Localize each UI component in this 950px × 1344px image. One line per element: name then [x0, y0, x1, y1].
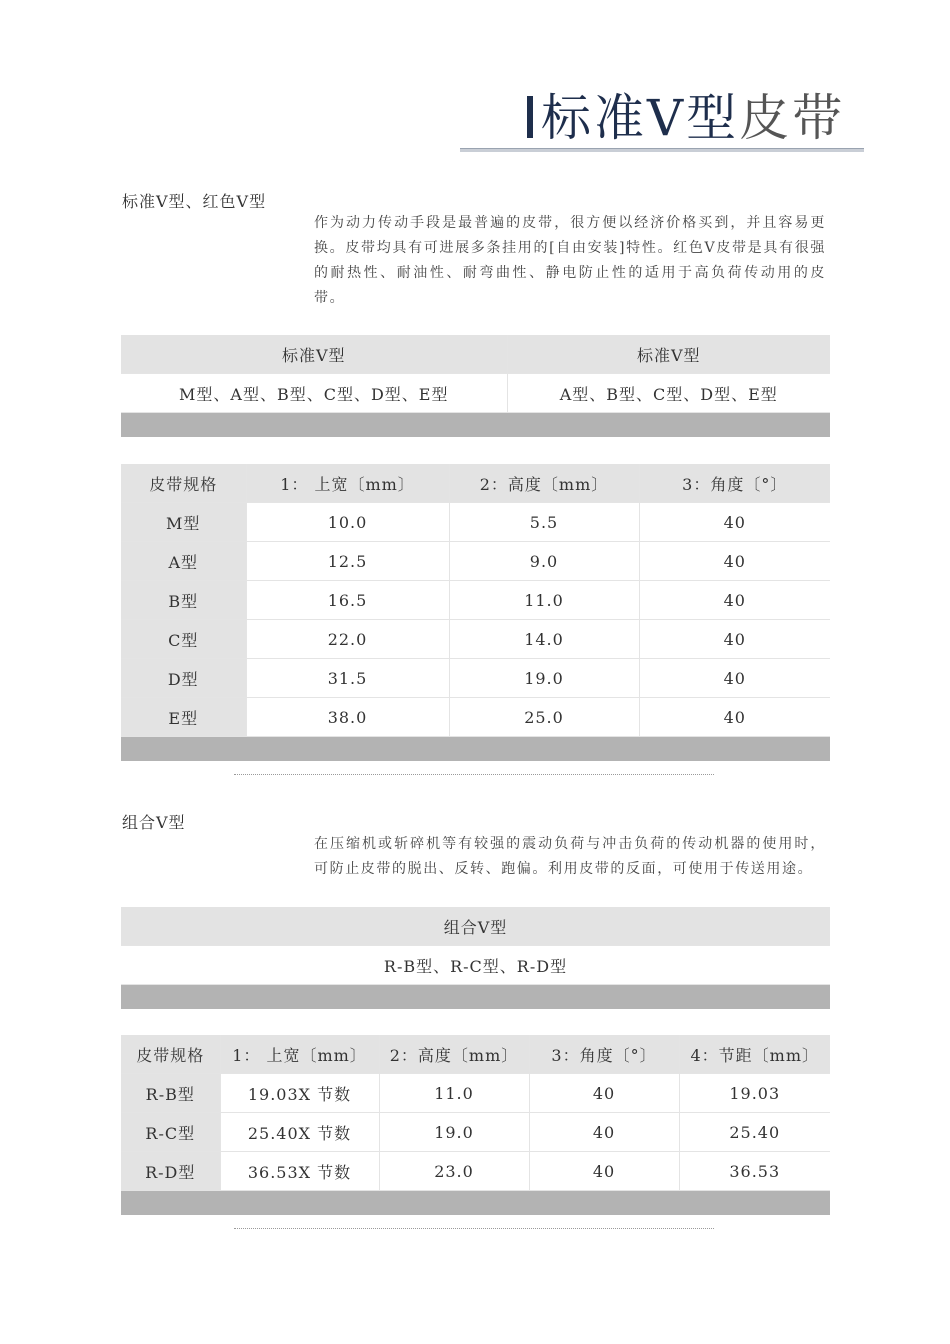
table-row: [121, 1113, 830, 1152]
types-value: M型、A型、B型、C型、D型、E型: [121, 374, 507, 413]
page-title: [527, 88, 845, 148]
section2-spec-table: [121, 1035, 830, 1215]
spec-header: 2：高度〔mm〕: [379, 1035, 529, 1074]
spec-header: 皮带规格: [121, 1035, 220, 1074]
page-title-sub: 皮带: [739, 89, 846, 147]
cell: 40: [529, 1152, 679, 1191]
table-footer-bar: [121, 413, 830, 438]
cell: 40: [639, 542, 830, 581]
cell: 40: [639, 503, 830, 542]
cell: 23.0: [379, 1152, 529, 1191]
row-label: A型: [121, 542, 246, 581]
cell: 36.53X 节数: [220, 1152, 379, 1191]
cell: 25.40X 节数: [220, 1113, 379, 1152]
section1-title: 标准V型、红色V型: [122, 192, 267, 211]
spec-header: 3：角度〔°〕: [639, 464, 830, 503]
row-label: B型: [121, 581, 246, 620]
spec-header: 3：角度〔°〕: [529, 1035, 679, 1074]
cell: 40: [639, 620, 830, 659]
dotted-divider: [234, 774, 714, 775]
spec-header: 1： 上宽〔mm〕: [246, 464, 449, 503]
row-label: R-B型: [121, 1074, 220, 1113]
table-footer-bar: [121, 737, 830, 762]
cell: 40: [639, 698, 830, 737]
table-row: [121, 620, 830, 659]
section2-title: 组合V型: [122, 813, 186, 832]
row-label: R-C型: [121, 1113, 220, 1152]
table-row: [121, 503, 830, 542]
row-label: C型: [121, 620, 246, 659]
table-footer-bar: [121, 1191, 830, 1216]
table-row: [121, 581, 830, 620]
cell: 40: [529, 1113, 679, 1152]
table-row: [121, 1074, 830, 1113]
table-row: [121, 1152, 830, 1191]
cell: 38.0: [246, 698, 449, 737]
header-rule: [460, 148, 864, 152]
cell: 40: [639, 659, 830, 698]
table-row: [121, 542, 830, 581]
cell: 14.0: [449, 620, 639, 659]
cell: 25.40: [679, 1113, 830, 1152]
cell: 19.03: [679, 1074, 830, 1113]
cell: 16.5: [246, 581, 449, 620]
row-label: R-D型: [121, 1152, 220, 1191]
section1-description: 作为动力传动手段是最普遍的皮带，很方便以经济价格买到，并且容易更换。皮带均具有可进展多条挂用的[自由安装]特性。红色V皮带是具有很强的耐热性、耐油性、耐弯曲性、静电防止性的适用于高负荷传动用的皮带。: [314, 215, 826, 306]
types-value: A型、B型、C型、D型、E型: [507, 374, 830, 413]
spec-header: 4：节距〔mm〕: [679, 1035, 830, 1074]
row-label: D型: [121, 659, 246, 698]
title-accent-bar: [527, 96, 533, 138]
spec-header: 1： 上宽〔mm〕: [220, 1035, 379, 1074]
cell: 40: [529, 1074, 679, 1113]
cell: 31.5: [246, 659, 449, 698]
section1-spec-table: [121, 464, 830, 761]
types-header: 标准V型: [121, 335, 507, 374]
row-label: M型: [121, 503, 246, 542]
cell: 36.53: [679, 1152, 830, 1191]
cell: 9.0: [449, 542, 639, 581]
section2-types-table: [121, 907, 830, 1009]
cell: 25.0: [449, 698, 639, 737]
section2-description: 在压缩机或斩碎机等有较强的震动负荷与冲击负荷的传动机器的使用时，可防止皮带的脱出、反转、跑偏。利用皮带的反面，可使用于传送用途。: [314, 836, 826, 877]
types-value: R-B型、R-C型、R-D型: [121, 946, 830, 985]
spec-header: 2：高度〔mm〕: [449, 464, 639, 503]
cell: 11.0: [449, 581, 639, 620]
cell: 10.0: [246, 503, 449, 542]
cell: 22.0: [246, 620, 449, 659]
table-footer-bar: [121, 985, 830, 1010]
cell: 5.5: [449, 503, 639, 542]
page-title-main: 标准V型: [541, 89, 740, 147]
types-header: 组合V型: [121, 907, 830, 946]
dotted-divider: [234, 1228, 714, 1229]
types-header: 标准V型: [507, 335, 830, 374]
section1-types-table: [121, 335, 830, 437]
cell: 19.0: [449, 659, 639, 698]
spec-header: 皮带规格: [121, 464, 246, 503]
cell: 19.03X 节数: [220, 1074, 379, 1113]
row-label: E型: [121, 698, 246, 737]
cell: 12.5: [246, 542, 449, 581]
table-row: [121, 659, 830, 698]
cell: 40: [639, 581, 830, 620]
cell: 19.0: [379, 1113, 529, 1152]
table-row: [121, 698, 830, 737]
cell: 11.0: [379, 1074, 529, 1113]
